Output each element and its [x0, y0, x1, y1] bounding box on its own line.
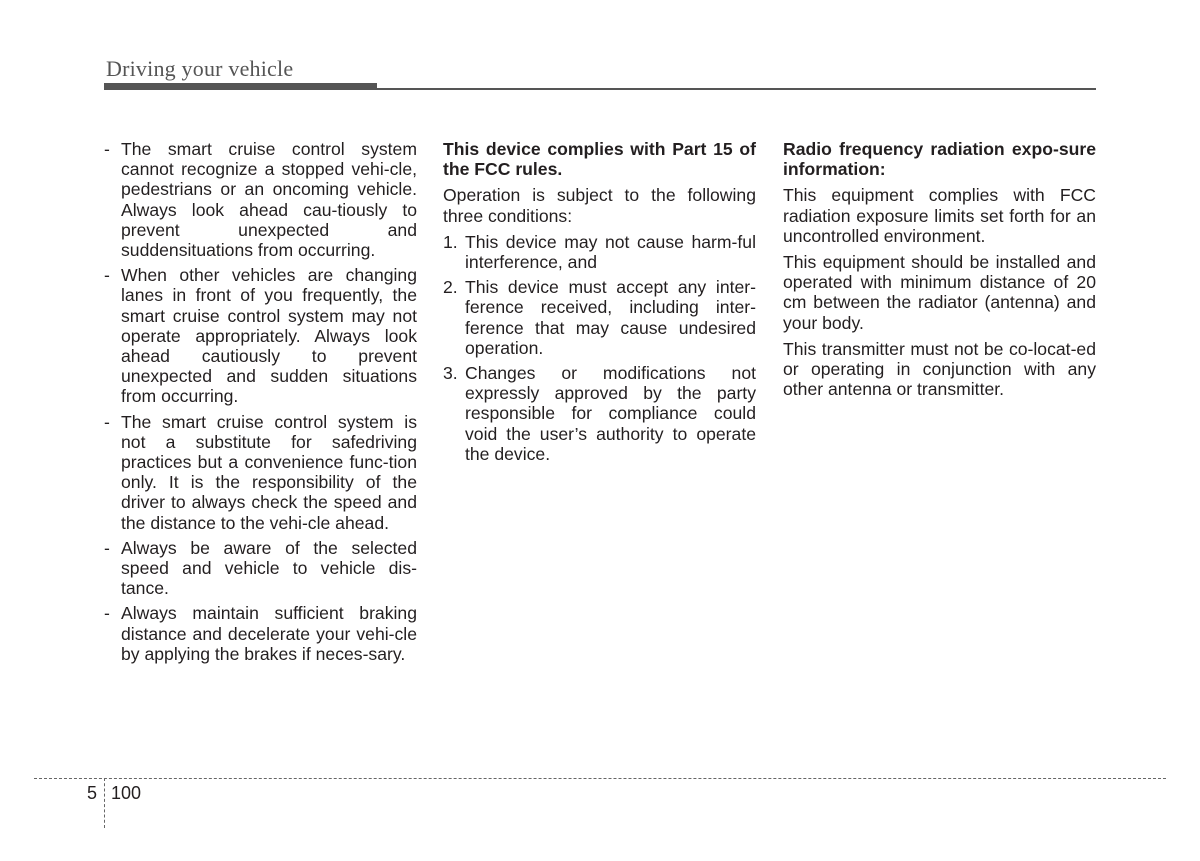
list-item	[104, 603, 417, 664]
list-item-text: Changes or modifications not expressly approved by the party responsible for compliance could void the user’s authority to operate the device.	[465, 363, 756, 464]
bullet-dash: -	[104, 537, 110, 558]
list-item	[104, 412, 417, 533]
list-item	[443, 363, 756, 464]
chapter-number: 5	[87, 783, 98, 803]
fcc-heading: This device complies with Part 15 of the FCC rules.	[443, 139, 756, 180]
list-item-text: Always maintain sufficient braking distance and decelerate your vehi-cle by applying the brakes if neces-sary.	[121, 603, 417, 664]
rf-paragraph: This transmitter must not be co-locat-ed or operating in conjunction with any other antenna or transmitter.	[783, 338, 1096, 400]
item-number: 1.	[443, 231, 458, 252]
list-item	[443, 232, 756, 272]
column-fcc-compliance	[443, 139, 756, 469]
list-item	[104, 265, 417, 406]
footer-divider	[104, 778, 105, 828]
column-cautions	[104, 139, 417, 669]
list-item	[104, 538, 417, 599]
list-item-text: When other vehicles are changing lanes in front of you frequently, the smart cruise control system may not operate appropriately. Always look ahead cautiously to prevent unexpected and sudden situations from occurring.	[121, 265, 417, 407]
list-item-text: This device may not cause harm-ful interference, and	[465, 231, 756, 273]
list-item-text: This device must accept any inter-ference received, including inter-ference that may cause undesired operation.	[465, 277, 756, 358]
page-header-title: Driving your vehicle	[106, 56, 294, 81]
rf-heading: Radio frequency radiation expo-sure information:	[783, 139, 1096, 180]
bullet-dash: -	[104, 411, 110, 432]
caution-list	[104, 139, 417, 664]
bullet-dash: -	[104, 265, 110, 286]
rf-paragraph: This equipment complies with FCC radiation exposure limits set forth for an uncontrolled environment.	[783, 185, 1096, 246]
header-rule-thick	[104, 83, 377, 90]
fcc-intro: Operation is subject to the following three conditions:	[443, 185, 756, 226]
column-rf-exposure	[783, 139, 1096, 405]
page-number: 100	[111, 783, 142, 803]
header-rule-thin	[377, 88, 1096, 90]
bullet-dash: -	[104, 139, 110, 159]
list-item	[443, 277, 756, 358]
list-item-text: The smart cruise control system cannot recognize a stopped vehi-cle, pedestrians or an oncoming vehicle. Always look ahead cau-tiously to prevent unexpected and suddensituations from occurring.	[121, 139, 417, 261]
list-item	[104, 139, 417, 260]
item-number: 3.	[443, 363, 458, 384]
rf-paragraph: This equipment should be installed and operated with minimum distance of 20 cm between the radiator (antenna) and your body.	[783, 252, 1096, 333]
item-number: 2.	[443, 277, 458, 298]
list-item-text: The smart cruise control system is not a substitute for safedriving practices but a convenience func-tion only. It is the responsibility of the driver to always check the speed and the distance to the vehi-cle ahead.	[121, 411, 417, 533]
bullet-dash: -	[104, 603, 110, 624]
footer-rule	[34, 778, 1166, 779]
list-item-text: Always be aware of the selected speed and vehicle to vehicle dis-tance.	[121, 537, 417, 599]
conditions-list	[443, 232, 756, 464]
